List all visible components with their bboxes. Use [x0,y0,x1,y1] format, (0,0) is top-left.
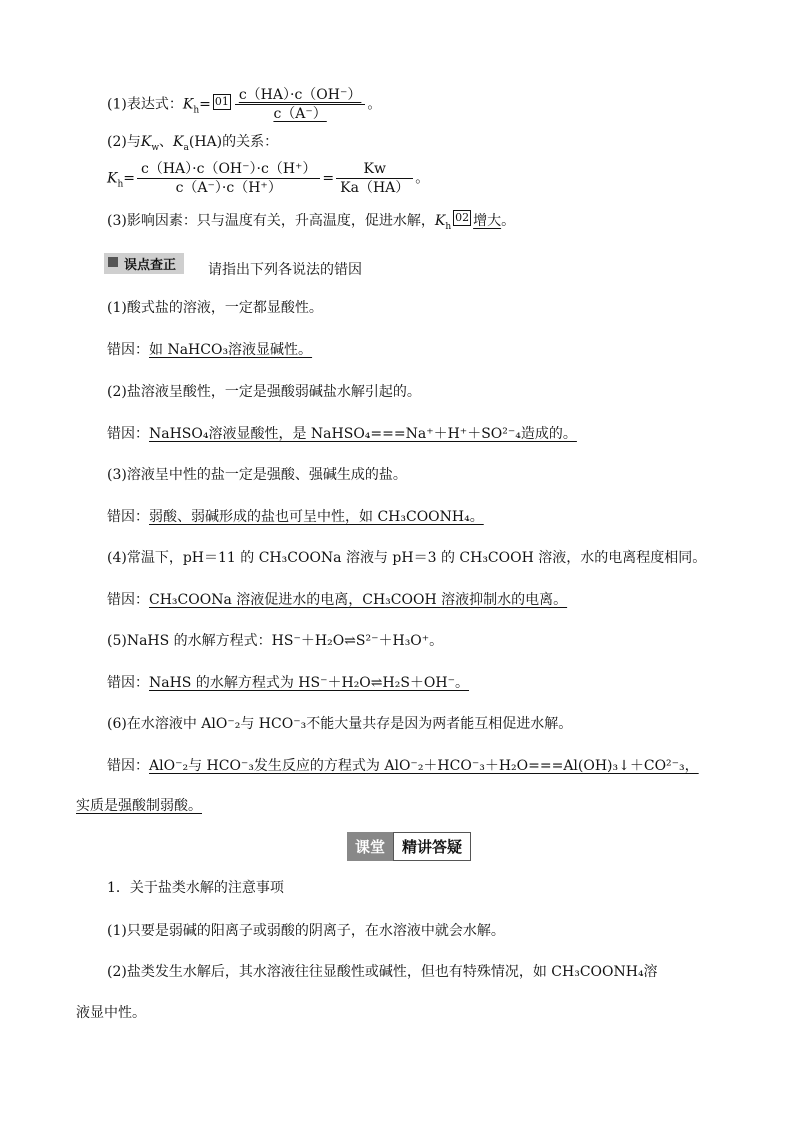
relation-label-b: (HA)的关系： [188,134,279,150]
reason-1 [107,340,312,360]
kh-symbol: K [182,96,194,113]
separator: 、 [159,134,174,150]
period: 。 [415,170,430,187]
tag-label: 误点查正 [124,258,177,273]
reason-label: 错因： [107,592,149,608]
class-section-header [347,832,471,861]
equals-sign: = [123,170,135,187]
kh-symbol: K [434,213,446,229]
reason-3 [107,507,484,527]
error-instruction: 请指出下列各说法的错因 [208,262,362,278]
reason-text: 如 NaHCO₃溶液显碱性。 [149,342,313,358]
section-title: 1．关于盐类水解的注意事项 [107,880,284,896]
paragraph-2a: (2)盐类发生水解后，其水溶液往往显酸性或碱性，但也有特殊情况，如 CH₃COONH₄溶 [107,964,658,980]
answer-box-02: 02 [455,211,470,224]
ka-subscript: a [183,142,189,153]
relation-fraction-2 [336,160,413,197]
fraction-denominator: c（A⁻）·c（H⁺） [137,178,320,197]
kw-symbol: K [140,134,152,150]
header-part-a: 课堂 [347,832,393,861]
fraction-denominator-2: Ka（HA） [336,178,413,197]
kh-subscript: h [117,179,124,190]
fraction-numerator: c（HA）·c（OH⁻）·c（H⁺） [141,161,317,177]
kw-subscript: w [151,142,160,153]
equals-sign: = [199,96,211,113]
reason-label: 错因： [107,758,149,774]
statement-2: (2)盐溶液呈酸性，一定是强酸弱碱盐水解引起的。 [107,384,421,400]
ka-symbol: K [173,134,184,150]
kh-relation-label [107,132,278,158]
reason-label: 错因： [107,342,149,358]
kh-subscript: h [445,221,452,232]
reason-5 [107,673,469,693]
statement-6: (6)在水溶液中 AlO⁻₂与 HCO⁻₃不能大量共存是因为两者能互相促进水解。 [107,716,573,732]
reason-text: NaHS 的水解方程式为 HS⁻＋H₂O⇌H₂S＋OH⁻。 [149,675,470,691]
reason-6 [107,756,699,776]
reason-2 [107,424,577,444]
kh-relation-formula [107,160,429,197]
relation-fraction-1 [137,160,320,197]
fraction-numerator-2: Kw [363,161,386,177]
reason-label: 错因： [107,426,149,442]
reason-label: 错因： [107,509,149,525]
statement-1: (1)酸式盐的溶液，一定都显酸性。 [107,300,323,316]
reason-4 [107,590,567,610]
factors-text: (3)影响因素：只与温度有关，升高温度，促进水解， [107,213,435,229]
expression-label: (1)表达式： [107,96,183,113]
relation-label-a: (2)与 [107,134,141,150]
kh-subscript: h [193,105,200,116]
kh-factors-line [107,210,515,237]
statement-4: (4)常温下，pH＝11 的 CH₃COONa 溶液与 pH＝3 的 CH₃COOH 溶液，水的电离程度相同。 [107,550,707,566]
paragraph-1: (1)只要是弱碱的阳离子或弱酸的阴离子，在水溶液中就会水解。 [107,923,505,939]
period: 。 [367,96,382,113]
fraction-denominator: c（A⁻） [235,104,366,123]
statement-5: (5)NaHS 的水解方程式：HS⁻＋H₂O⇌S²⁻＋H₃O⁺。 [107,633,444,649]
factors-answer: 增大 [473,213,502,229]
tag-square-icon [108,257,118,267]
answer-box-01: 01 [214,94,229,108]
reason-label: 错因： [107,675,149,691]
error-check-tag [104,253,184,274]
reason-text: NaHSO₄溶液显酸性，是 NaHSO₄===Na⁺＋H⁺＋SO²⁻₄造成的。 [149,426,577,442]
reason-text: CH₃COONa 溶液促进水的电离，CH₃COOH 溶液抑制水的电离。 [149,592,568,608]
statement-3: (3)溶液呈中性的盐一定是强酸、强碱生成的盐。 [107,467,407,483]
reason-text: 弱酸、弱碱形成的盐也可呈中性，如 CH₃COONH₄。 [149,509,484,525]
paragraph-2b: 液显中性。 [76,1005,146,1021]
fraction-numerator: c（HA）·c（OH⁻） [238,87,362,103]
reason-6-cont: 实质是强酸制弱酸。 [76,798,202,814]
period: 。 [501,213,516,229]
kh-expression-line [107,86,381,123]
header-part-b: 精讲答疑 [393,832,471,861]
kh-fraction [235,86,366,123]
kh-symbol: K [107,170,118,187]
reason-text: AlO⁻₂与 HCO⁻₃发生反应的方程式为 AlO⁻₂＋HCO⁻₃＋H₂O===Al(OH)₃↓＋CO²⁻₃， [149,758,699,774]
equals-sign-2: = [322,170,335,187]
